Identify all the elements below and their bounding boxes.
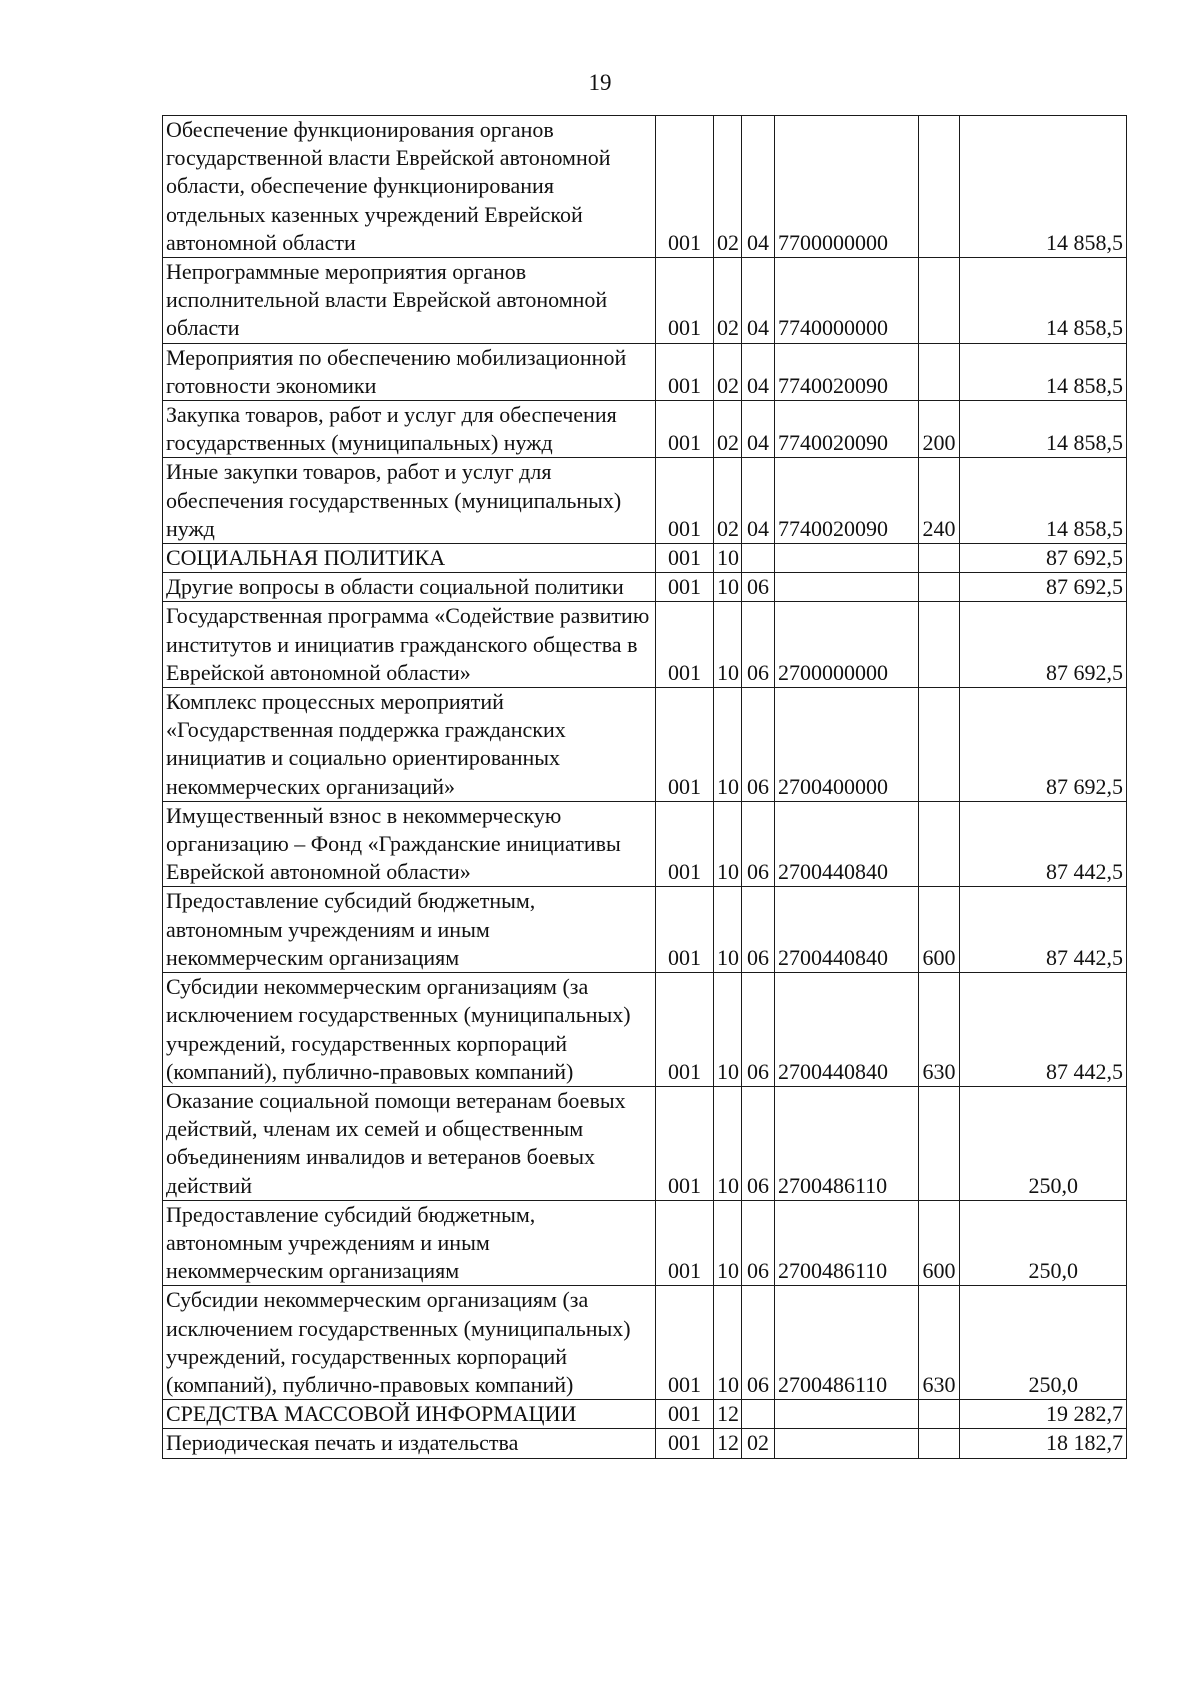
target-article-cell: 7740000000 <box>775 258 919 344</box>
row-name-cell: Периодическая печать и издательства <box>163 1429 656 1458</box>
table-row <box>163 801 1127 887</box>
table-row <box>163 1200 1127 1286</box>
table-row <box>163 116 1127 258</box>
table-row <box>163 343 1127 400</box>
expense-type-cell <box>919 573 960 602</box>
department-code-cell: 001 <box>656 1286 714 1400</box>
subsection-code-cell: 06 <box>742 688 775 802</box>
amount-cell: 19 282,7 <box>960 1400 1127 1429</box>
row-name-cell: Предоставление субсидий бюджетным, автономным учреждениям и иным некоммерческим организациям <box>163 1200 656 1286</box>
expense-type-cell: 200 <box>919 401 960 458</box>
row-name-cell: Непрограммные мероприятия органов исполнительной власти Еврейской автономной области <box>163 258 656 344</box>
section-code-cell: 10 <box>714 1086 742 1200</box>
department-code-cell: 001 <box>656 602 714 688</box>
amount-cell: 87 692,5 <box>960 602 1127 688</box>
department-code-cell: 001 <box>656 458 714 544</box>
section-code-cell: 10 <box>714 573 742 602</box>
table-row <box>163 688 1127 802</box>
table-row <box>163 1286 1127 1400</box>
department-code-cell: 001 <box>656 401 714 458</box>
amount-cell: 87 692,5 <box>960 573 1127 602</box>
table-row <box>163 1429 1127 1458</box>
target-article-cell: 7740020090 <box>775 458 919 544</box>
target-article-cell: 2700440840 <box>775 973 919 1087</box>
department-code-cell: 001 <box>656 887 714 973</box>
expense-type-cell: 600 <box>919 887 960 973</box>
subsection-code-cell: 06 <box>742 573 775 602</box>
section-code-cell: 10 <box>714 688 742 802</box>
target-article-cell <box>775 1400 919 1429</box>
row-name-cell: Субсидии некоммерческим организациям (за исключением государственных (муниципальных) учреждений, государственных корпораций (компаний), публично-правовых компаний) <box>163 973 656 1087</box>
department-code-cell: 001 <box>656 343 714 400</box>
subsection-code-cell: 06 <box>742 1086 775 1200</box>
expense-type-cell <box>919 258 960 344</box>
section-code-cell: 02 <box>714 401 742 458</box>
target-article-cell <box>775 573 919 602</box>
subsection-code-cell: 06 <box>742 1200 775 1286</box>
expense-type-cell <box>919 1400 960 1429</box>
table-row <box>163 573 1127 602</box>
amount-cell: 87 442,5 <box>960 973 1127 1087</box>
row-name-cell: Иные закупки товаров, работ и услуг для обеспечения государственных (муниципальных) нужд <box>163 458 656 544</box>
department-code-cell: 001 <box>656 544 714 573</box>
target-article-cell: 2700486110 <box>775 1200 919 1286</box>
subsection-code-cell: 06 <box>742 973 775 1087</box>
target-article-cell <box>775 1429 919 1458</box>
target-article-cell: 7700000000 <box>775 116 919 258</box>
row-name-cell: Оказание социальной помощи ветеранам боевых действий, членам их семей и общественным объединениям инвалидов и ветеранов боевых действий <box>163 1086 656 1200</box>
amount-cell: 14 858,5 <box>960 401 1127 458</box>
subsection-code-cell: 06 <box>742 602 775 688</box>
table-body <box>163 116 1127 1459</box>
target-article-cell: 7740020090 <box>775 401 919 458</box>
department-code-cell: 001 <box>656 1200 714 1286</box>
target-article-cell <box>775 544 919 573</box>
section-code-cell: 10 <box>714 544 742 573</box>
expense-type-cell <box>919 1429 960 1458</box>
section-code-cell: 02 <box>714 458 742 544</box>
row-name-cell: Комплекс процессных мероприятий «Государственная поддержка гражданских инициатив и социально ориентированных некоммерческих организаций» <box>163 688 656 802</box>
department-code-cell: 001 <box>656 1400 714 1429</box>
section-code-cell: 02 <box>714 258 742 344</box>
section-code-cell: 10 <box>714 602 742 688</box>
department-code-cell: 001 <box>656 258 714 344</box>
target-article-cell: 2700486110 <box>775 1086 919 1200</box>
target-article-cell: 2700440840 <box>775 801 919 887</box>
subsection-code-cell: 04 <box>742 343 775 400</box>
subsection-code-cell <box>742 544 775 573</box>
department-code-cell: 001 <box>656 688 714 802</box>
expense-type-cell <box>919 688 960 802</box>
amount-cell: 14 858,5 <box>960 458 1127 544</box>
section-code-cell: 10 <box>714 1286 742 1400</box>
subsection-code-cell: 06 <box>742 801 775 887</box>
section-code-cell: 12 <box>714 1429 742 1458</box>
row-name-cell: Мероприятия по обеспечению мобилизационной готовности экономики <box>163 343 656 400</box>
row-name-cell: Другие вопросы в области социальной политики <box>163 573 656 602</box>
section-code-cell: 10 <box>714 1200 742 1286</box>
subsection-code-cell <box>742 1400 775 1429</box>
section-code-cell: 10 <box>714 801 742 887</box>
target-article-cell: 2700486110 <box>775 1286 919 1400</box>
expense-type-cell: 240 <box>919 458 960 544</box>
expense-type-cell: 630 <box>919 1286 960 1400</box>
row-name-cell: Обеспечение функционирования органов государственной власти Еврейской автономной области, обеспечение функционирования отдельных казенных учреждений Еврейской автономной области <box>163 116 656 258</box>
expense-type-cell <box>919 116 960 258</box>
subsection-code-cell: 06 <box>742 1286 775 1400</box>
subsection-code-cell: 04 <box>742 401 775 458</box>
department-code-cell: 001 <box>656 1086 714 1200</box>
expense-type-cell <box>919 602 960 688</box>
department-code-cell: 001 <box>656 573 714 602</box>
expense-type-cell <box>919 801 960 887</box>
department-code-cell: 001 <box>656 801 714 887</box>
section-code-cell: 12 <box>714 1400 742 1429</box>
amount-cell: 87 442,5 <box>960 887 1127 973</box>
expense-type-cell <box>919 1086 960 1200</box>
amount-cell: 87 692,5 <box>960 688 1127 802</box>
amount-cell: 14 858,5 <box>960 258 1127 344</box>
target-article-cell: 2700000000 <box>775 602 919 688</box>
table-row <box>163 1400 1127 1429</box>
row-name-cell: Субсидии некоммерческим организациям (за исключением государственных (муниципальных) учреждений, государственных корпораций (компаний), публично-правовых компаний) <box>163 1286 656 1400</box>
row-name-cell: Закупка товаров, работ и услуг для обеспечения государственных (муниципальных) нужд <box>163 401 656 458</box>
subsection-code-cell: 04 <box>742 458 775 544</box>
section-code-cell: 10 <box>714 973 742 1087</box>
table-row <box>163 258 1127 344</box>
subsection-code-cell: 02 <box>742 1429 775 1458</box>
table-row <box>163 401 1127 458</box>
section-code-cell: 02 <box>714 116 742 258</box>
row-name-cell: Предоставление субсидий бюджетным, автономным учреждениям и иным некоммерческим организациям <box>163 887 656 973</box>
amount-cell: 87 442,5 <box>960 801 1127 887</box>
expense-type-cell: 600 <box>919 1200 960 1286</box>
department-code-cell: 001 <box>656 116 714 258</box>
amount-cell: 14 858,5 <box>960 116 1127 258</box>
table-row <box>163 544 1127 573</box>
department-code-cell: 001 <box>656 1429 714 1458</box>
page-number: 19 <box>588 70 612 95</box>
target-article-cell: 7740020090 <box>775 343 919 400</box>
amount-cell: 250,0 <box>960 1286 1127 1400</box>
amount-cell: 14 858,5 <box>960 343 1127 400</box>
subsection-code-cell: 04 <box>742 116 775 258</box>
amount-cell: 250,0 <box>960 1086 1127 1200</box>
amount-cell: 18 182,7 <box>960 1429 1127 1458</box>
subsection-code-cell: 04 <box>742 258 775 344</box>
amount-cell: 87 692,5 <box>960 544 1127 573</box>
table-row <box>163 1086 1127 1200</box>
subsection-code-cell: 06 <box>742 887 775 973</box>
table-row <box>163 458 1127 544</box>
row-name-cell: СРЕДСТВА МАССОВОЙ ИНФОРМАЦИИ <box>163 1400 656 1429</box>
target-article-cell: 2700400000 <box>775 688 919 802</box>
section-code-cell: 10 <box>714 887 742 973</box>
target-article-cell: 2700440840 <box>775 887 919 973</box>
table-row <box>163 887 1127 973</box>
expense-type-cell: 630 <box>919 973 960 1087</box>
amount-cell: 250,0 <box>960 1200 1127 1286</box>
table-row <box>163 602 1127 688</box>
section-code-cell: 02 <box>714 343 742 400</box>
budget-table <box>162 115 1127 1459</box>
department-code-cell: 001 <box>656 973 714 1087</box>
row-name-cell: Государственная программа «Содействие развитию институтов и инициатив гражданского общества в Еврейской автономной области» <box>163 602 656 688</box>
expense-type-cell <box>919 544 960 573</box>
row-name-cell: СОЦИАЛЬНАЯ ПОЛИТИКА <box>163 544 656 573</box>
row-name-cell: Имущественный взнос в некоммерческую организацию – Фонд «Гражданские инициативы Еврейской автономной области» <box>163 801 656 887</box>
expense-type-cell <box>919 343 960 400</box>
table-row <box>163 973 1127 1087</box>
